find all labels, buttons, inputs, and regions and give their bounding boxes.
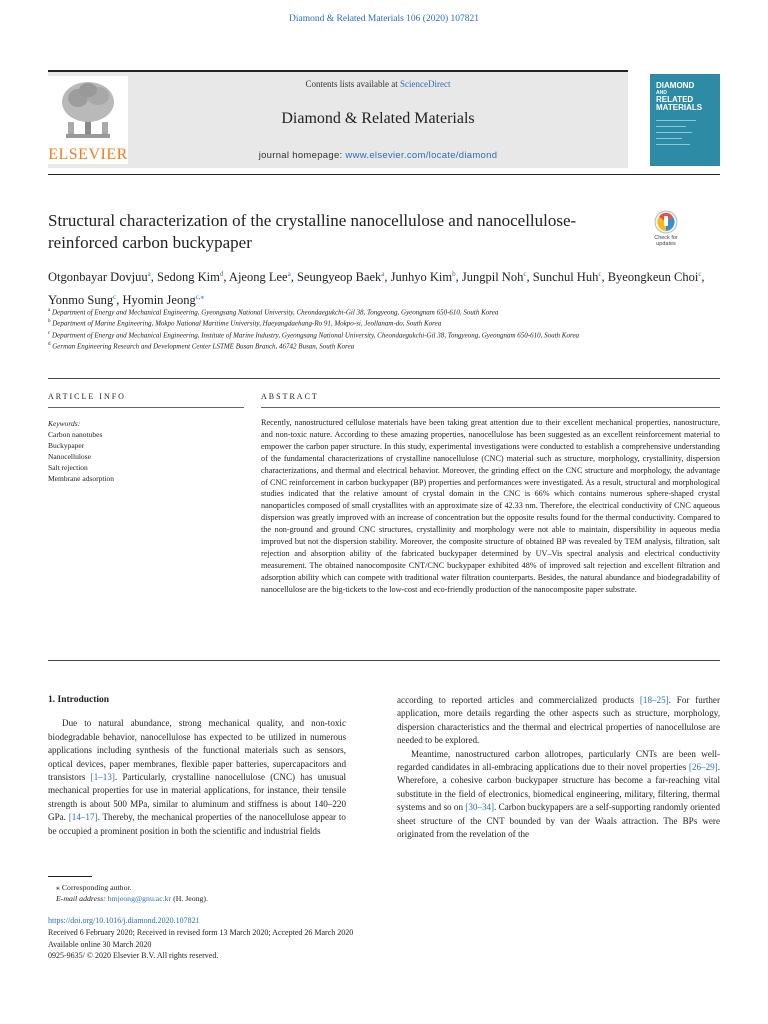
info-top-divider: [48, 378, 720, 379]
affiliation-text: German Engineering Research and Development Center LSTME Busan Branch, 46742 Busan, South Korea: [50, 342, 355, 351]
footnote-rule: [48, 876, 92, 877]
cover-line-2: AND: [656, 90, 667, 96]
journal-cover-thumbnail[interactable]: [650, 74, 720, 166]
author-name[interactable]: Ajeong Lee: [228, 270, 288, 285]
author-affiliation-marker[interactable]: a: [287, 270, 291, 278]
crossmark-label: Check for updates: [654, 235, 678, 247]
affiliation-marker: a: [48, 308, 51, 313]
cover-decor: [656, 144, 690, 145]
author-affiliation-marker[interactable]: d: [219, 270, 224, 278]
affiliation-text: Department of Marine Engineering, Mokpo National Maritime University, Haeyangdaehang-Ro 91, Mokpo-si, Jeollanam-do, South Korea: [50, 319, 442, 328]
author-affiliation-marker[interactable]: c: [698, 270, 702, 278]
body-left-column: [48, 694, 346, 838]
cover-decor: [656, 138, 682, 139]
publisher-name: ELSEVIER: [48, 146, 128, 163]
article-info-heading: ARTICLE INFO: [48, 392, 126, 401]
citation-link[interactable]: [26–29]: [688, 762, 718, 773]
body-text: Due to natural abundance, strong mechanical quality, and non-toxic biodegradable behavior, nanocellulose has expected to be utilized in numerous applications including synthesis of the functional materials such as sensors, optical devices, paper membranes, flexible paper batteries, supercapacitors and transistors: [48, 718, 346, 783]
author-name[interactable]: Yonmo Sung: [48, 293, 114, 308]
journal-reference-link[interactable]: Diamond & Related Materials 106 (2020) 107821: [289, 14, 479, 24]
citation-link[interactable]: [18–25]: [639, 695, 669, 705]
body-text: . For further application, more details regarding the other aspects such as structure, morphology, dispersion characteristics and the thermal and electrical properties of nanocellulose are needed to be explored.: [397, 695, 720, 746]
sciencedirect-link[interactable]: ScienceDirect: [400, 79, 451, 89]
body-paragraph: [397, 694, 720, 748]
section-heading-introduction: 1. Introduction: [48, 695, 110, 705]
author-affiliation-marker[interactable]: c,⁎: [195, 293, 205, 302]
author-name[interactable]: Junhyo Kim: [390, 270, 453, 285]
doi-link[interactable]: https://doi.org/10.1016/j.diamond.2020.107821: [48, 916, 200, 925]
crossmark-badge[interactable]: [646, 210, 686, 254]
author-name[interactable]: Byeongkeun Choi: [607, 270, 699, 285]
body-text: . Thereby, the mechanical properties of the nanocellulose appear to be occupied a prominent position in both the scientific and industrial fields: [48, 812, 346, 836]
affiliation-marker: d: [48, 341, 51, 347]
affiliation-marker: b: [48, 319, 51, 325]
available-online-date: Available online 30 March 2020: [48, 939, 152, 949]
homepage-link[interactable]: www.elsevier.com/locate/diamond: [345, 150, 498, 161]
abstract-text: Recently, nanostructured cellulose materials have been taking great attention due to their excellent mechanical properties, nanostructure, and non-toxic nature. According to these amazing properties, nanocellulose has been suggested as an excellent reinforcement material to empower the carbon paper structure. In this study, experimental investigations were conducted to establish a comprehensive understanding of the fundamental characterizations of crystalline nanocellulose (CNC) material such as structure, morphology, crystallinity, dispersion characterizations, and thermal and electrical behavior. Moreover, the grinding effect on the CNC structure and morphology, the advantage of CNC reinforcement in carbon buckypaper (BP) properties and performances were investigated. As a result, structural and morphological studies indicated that the relative amount of crystal domain in the CNC is 66% which contains numerous sphere-shaped crystal nanoparticles composed of small crystallites with an approximate size of 42.33 nm. Therefore, the electrical conductivity of CNC aqueous dispersion was greatly improved with an increase of concentration but the opposite results found for the thermal conductivity. Compared to the non-ground and ground CNC structures, crystallinity and morphology were not able to maintain, dispersibility in aqueous media improved but not the dispersion stability. Moreover, the composite structure of obtained BP was revealed by TEM analysis, filtration, salt rejection and absorption ability of the fabricated buckypaper determined by UV–Vis spectral analysis and electrical conductivity measurement. The obtained nanocomposite CNT/CNC buckypaper exhibited 48% of improved salt rejection and excellent filtration and adsorption ability which can compete with traditional water filtration counterparts. Besides, the natural abundance and biodegradability of nanocellulose are the big-tickets to the low-cost and eco-friendly production of the nanocomposite paper substrate.: [261, 418, 720, 594]
keywords-label: Keywords:: [48, 419, 81, 428]
keyword[interactable]: Nanocellulose: [48, 452, 91, 461]
crossmark-icon: [646, 210, 686, 236]
cover-title: [656, 82, 702, 112]
body-paragraph: [397, 748, 720, 842]
author-list: Otgonbayar Dovjuu$^a$, Sedong Kim$^d$, Ajeong Lee$^a$, Seungyeop Baek$^a$, Junhyo Kim$^b$, Jungpil Noh$^c$, Sunchul Huh$^c$, Byeongkeun Choi$^c$, Yonmo Sung$^c$, Hyomin Jeong$^{c,⁎}$: [48, 270, 705, 308]
cover-decor: [656, 126, 686, 127]
author-name[interactable]: Hyomin Jeong: [122, 293, 196, 308]
author-affiliation-marker[interactable]: c: [598, 270, 602, 278]
body-text: according to reported articles and commercialized products: [397, 695, 640, 705]
body-text: . Wherefore, a cohesive carbon buckypaper structure has become a far-reaching vital substitute in the field of electronics, biomedical engineering, military, filtering, thermal systems and so on: [397, 762, 720, 813]
abstract-heading: ABSTRACT: [261, 392, 319, 401]
corresponding-author-label: ⁎ Corresponding author.: [56, 883, 132, 892]
article-info-rule: [48, 407, 244, 408]
keyword[interactable]: Buckypaper: [48, 441, 85, 450]
affiliation: [48, 340, 658, 351]
author-name[interactable]: Otgonbayar Dovjuu: [48, 270, 148, 285]
abstract-rule: [261, 407, 720, 408]
cover-line-1: DIAMOND: [656, 81, 695, 90]
author-affiliation-marker[interactable]: a: [147, 270, 151, 278]
keyword[interactable]: Membrane adsorption: [48, 474, 115, 483]
author-affiliation-marker[interactable]: c: [523, 270, 527, 278]
affiliation-marker: c: [48, 330, 51, 336]
body-paragraph: [48, 717, 346, 838]
article-title: Structural characterization of the crystalline nanocellulose and nanocellulose-reinforced carbon buckypaper: [48, 211, 577, 252]
cover-decor: [656, 132, 692, 133]
author-name[interactable]: Jungpil Noh: [461, 270, 524, 285]
affiliation-list: [48, 306, 658, 351]
author-affiliation-marker[interactable]: c: [113, 293, 117, 302]
author-name[interactable]: Sedong Kim: [157, 270, 220, 285]
author-name[interactable]: Seungyeop Baek: [296, 270, 382, 285]
keyword[interactable]: Carbon nanotubes: [48, 430, 103, 439]
author-name[interactable]: Sunchul Huh: [532, 270, 599, 285]
email-suffix: (H. Jeong).: [171, 894, 208, 903]
article-footer: [48, 915, 548, 962]
body-right-column: [397, 694, 720, 841]
body-text: . Carbon buckypapers are a self-supporting randomly oriented sheet structure of the CNT bounded by van der Waals attraction. The BPs were originated from the revelation of the: [397, 802, 721, 840]
citation-link[interactable]: [14–17]: [68, 812, 98, 823]
received-dates: Received 6 February 2020; Received in revised form 13 March 2020; Accepted 26 March 2020: [48, 927, 354, 937]
email-link[interactable]: hmjeong@gnu.ac.kr: [107, 894, 172, 903]
affiliation: [48, 329, 658, 340]
affiliation-text: Department of Energy and Mechanical Engineering, Institute of Marine Industry, Gyeongsang National University, Cheondaegukchi-Gil 38, Tongyeong, Gyeongnam 650-610, South Korea: [50, 330, 580, 339]
author-affiliation-marker[interactable]: b: [452, 270, 456, 278]
contents-prefix: Contents lists available at: [305, 79, 400, 89]
corresponding-author-footnote: [48, 882, 448, 904]
cover-decor: [656, 120, 696, 121]
journal-title: Diamond & Related Materials: [281, 110, 475, 127]
citation-link[interactable]: [30–34]: [465, 802, 495, 813]
body-text: . Particularly, crystalline nanocellulose (CNC) has unusual mechanical properties for use in material applications, for instance, their tensile strength is about 500 MPa, similar to aluminum and stiffness is about 140–220 GPa.: [48, 772, 346, 823]
elsevier-logo[interactable]: [48, 76, 128, 164]
email-label: E-mail address:: [56, 894, 108, 903]
journal-homepage-line: [128, 150, 628, 161]
keywords-block: [48, 418, 244, 484]
abstract-bottom-divider: [48, 660, 720, 661]
affiliation: [48, 317, 658, 328]
cover-line-3: RELATED: [656, 95, 694, 104]
affiliation-text: Department of Energy and Mechanical Engineering, Gyeongsang National University, Cheondaegukchi-Gil 38, Tongyeong, Gyeongnam 650-610, South Korea: [50, 308, 499, 317]
body-text: Meantime, nanostructured carbon allotropes, particularly CNTs are been well-regarded candidates in all-embracing applications due to their novel properties: [397, 748, 720, 773]
elsevier-tree-icon: [56, 78, 120, 142]
author-affiliation-marker[interactable]: a: [381, 270, 385, 278]
email-line: [48, 893, 448, 904]
cover-line-4: MATERIALS: [656, 103, 703, 112]
contents-line: [128, 79, 628, 89]
affiliation: [48, 306, 658, 317]
header-divider: [48, 174, 720, 175]
citation-link[interactable]: [1–13]: [90, 772, 115, 783]
copyright-line: 0925-9635/ © 2020 Elsevier B.V. All rights reserved.: [48, 951, 219, 961]
keyword[interactable]: Salt rejection: [48, 463, 88, 472]
homepage-prefix: journal homepage:: [258, 150, 346, 161]
